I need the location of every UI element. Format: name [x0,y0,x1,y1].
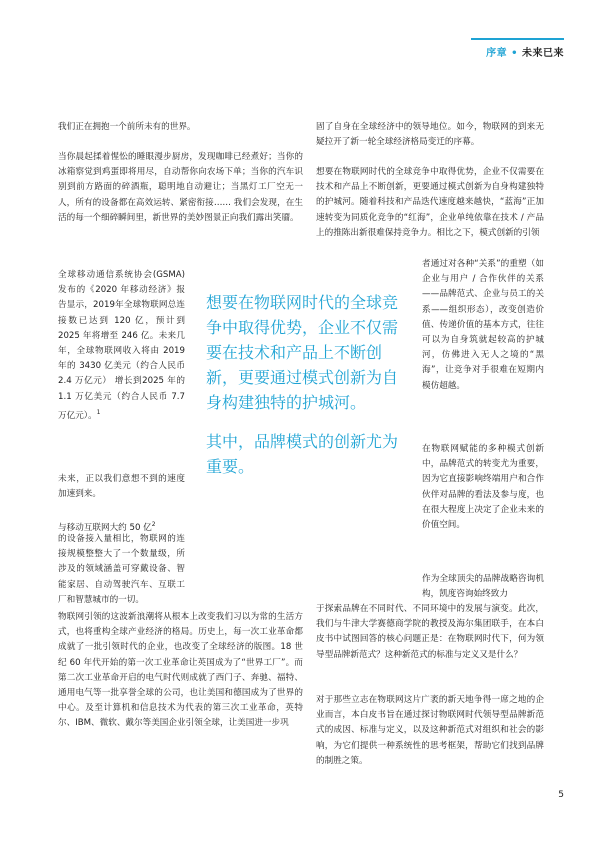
right-paragraph-2a: 想要在物联网时代的全球竞争中取得优势，企业不仅需要在技术和产品上不断创新，更要通过模式创新为自身构建独特的护城河。随着科技和产品迭代速度越来越快，“蓝海”正加速转变为同质化竞争的“红海”，企业单纯依靠在技术 / 产品上的推陈出新很难保持竞争力。相比之下，模式创新的引领 [316,167,544,238]
right-paragraph-2b: 者通过对各种“关系”的重塑（如企业与用户 / 合作伙伴的关系——品牌范式、企业与员工的关系——组织形态），改变创造价值、传递价值的基本方式，往往可以为自身筑就起较高的护城河，仿佛进入无人之境的“黑海”，让竞争对手很难在短期内模仿超越。 [422,259,544,391]
left-paragraph-5-cont [58,532,303,608]
left-paragraph-3-text: 全球移动通信系统协会(GSMA) 发布的《2020 年移动经济》报告显示，2019年全球物联网总连接数已达到 120 亿，预计到 2025 年将增至 246 亿。未来几年，全球物联网收入将由 2019年的 3430 亿美元（约合人民币 2.4 万亿元） 增长到2025 年的 1.1 万亿美元（约合人民币 7.7 万亿元）。 [58,270,185,421]
right-paragraph-3: 在物联网赋能的多种模式创新中，品牌范式的转变尤为重要，因为它直接影响终端用户和合作伙伴对品牌的看法及参与度，也在很大程度上决定了企业未来的价值空间。 [422,444,544,531]
right-paragraph-1: 固了自身在全球经济中的领导地位。如今，物联网的到来无疑拉开了新一轮全球经济格局变迁的序幕。 [316,122,544,148]
footnote-ref-2: 2 [151,521,156,528]
left-paragraph-3 [58,268,185,424]
left-paragraph-5-body: 的设备接入量相比，物联网的连接规模整整大了一个数量级，所涉及的领域涵盖可穿戴设备、智能家居、自动驾驶汽车、互联工厂和智慧城市的一切。 [58,534,185,605]
right-paragraph-4a: 作为全球顶尖的品牌战略咨询机构，凯度咨询始终致力 [422,574,544,600]
header-accent-rule [471,38,564,40]
pull-quote [206,290,402,493]
chapter-label: 序章 [486,48,508,59]
left-paragraph-2: 当你晨起揉着惺忪的睡眼漫步厨房，发现咖啡已经煮好；当你的冰箱察觉到鸡蛋即将用尽，自动帮你向农场下单；当你的汽车识别到前方路面的碎酒瓶，聪明地自动避让；当黑灯工厂空无一人，所有的设备都在高效运转、紧密衔接…… 我们会发现，在生活的每一个细碎瞬间里，新世界的美妙图景正向我们露出笑靥。 [58,152,303,223]
left-paragraph-4: 未来，正以我们意想不到的速度加速到来。 [58,474,185,500]
right-paragraph-4b: 于探索品牌在不同时代、不同环境中的发展与演变。此次，我们与牛津大学赛德商学院的教授及海尔集团联手，在本白皮书中试图回答的核心问题正是：在物联网时代下，何为领导型品牌新范式？这种新范式的标准与定义又是什么？ [316,604,544,660]
chapter-title: 未来已来 [522,48,564,59]
running-header [486,44,564,59]
page-number: 5 [558,790,564,800]
right-paragraph-5: 对于那些立志在物联网这片广袤的新天地争得一席之地的企业而言，本白皮书旨在通过探讨物联网时代领导型品牌新范式的成因、标准与定义，以及这种新范式对组织和社会的影响，为它们提供一种系统性的思考框架，帮助它们找到品牌的制胜之策。 [316,695,544,766]
pull-quote-2: 其中，品牌模式的创新尤为重要。 [206,432,399,476]
left-paragraph-1: 我们正在拥抱一个前所未有的世界。 [58,122,196,132]
left-paragraph-5-lead-text: 与移动互联网大约 50 亿 [58,522,152,533]
footnote-ref-1: 1 [96,408,101,416]
pull-quote-1: 想要在物联网时代的全球竞争中取得优势，企业不仅需要在技术和产品上不断创新，更要通过模式创新为自身构建独特的护城河。 [206,293,399,412]
left-paragraph-6: 物联网引领的这波新浪潮将从根本上改变我们习以为常的生活方式，也将重构全球产业经济的格局。历史上，每一次工业革命都成就了一批引领时代的企业，也改变了全球经济的版图。18 世纪 60 年代开始的第一次工业革命让英国成为了“世界工厂”。而第二次工业革命开启的电气时代则成就了西门子、奔驰、福特、通用电气等一批享誉全球的公司，也让美国和德国成为了世界的中心。及至计算机和信息技术为代表的第三次工业革命，英特尔、IBM、微软、戴尔等美国企业引领全球，让美国进一步巩 [58,612,303,729]
header-separator: • [507,48,522,59]
